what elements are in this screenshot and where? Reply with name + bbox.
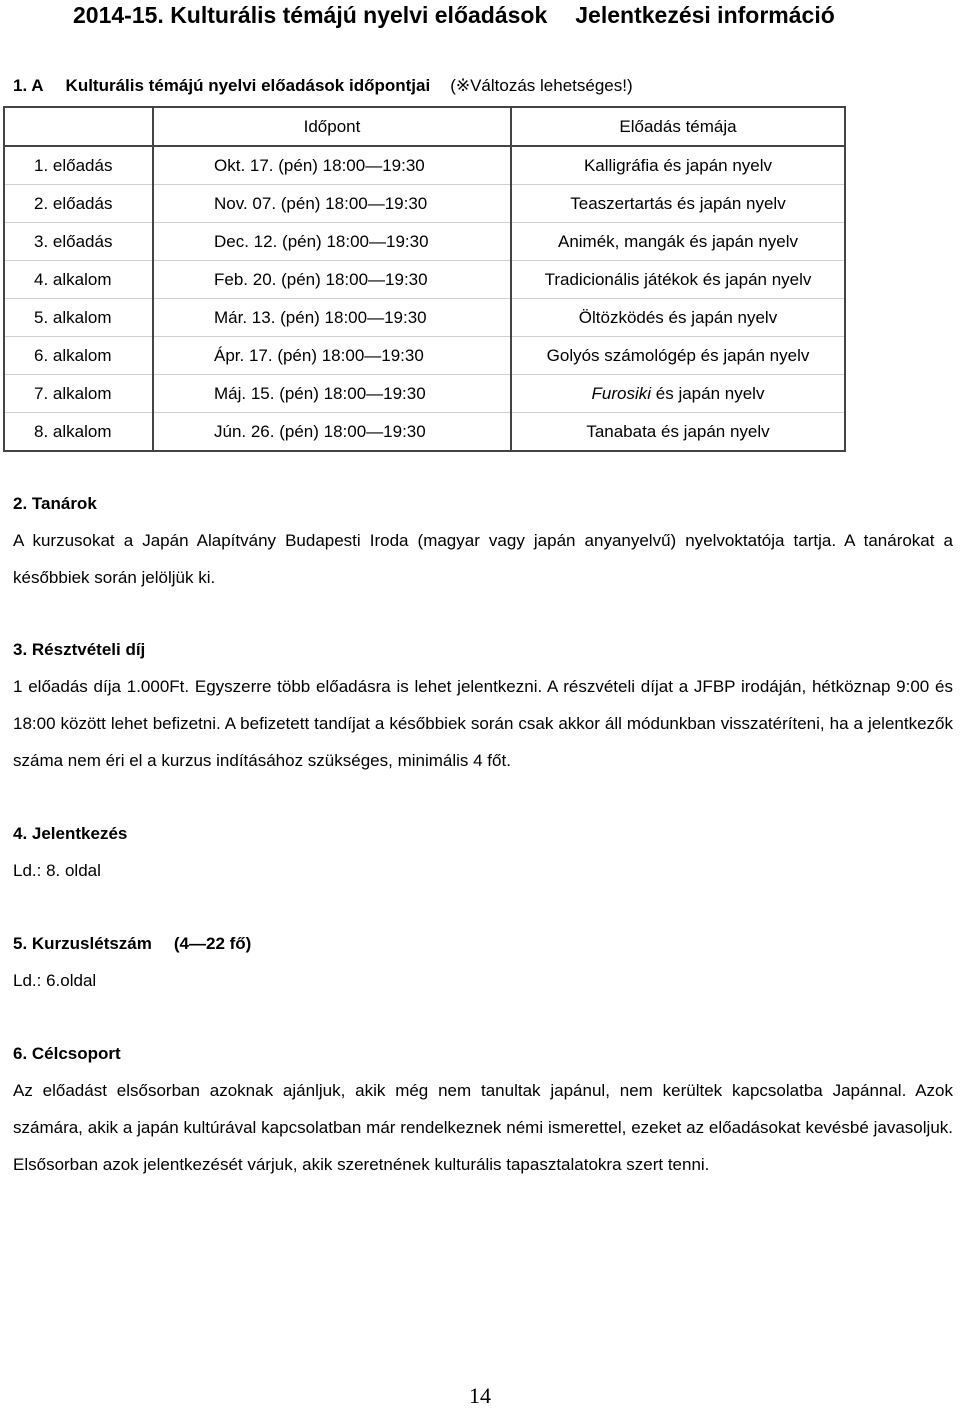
row-topic: Öltözködés és japán nyelv bbox=[511, 299, 845, 337]
row-date: Nov. 07. (pén) 18:00―19:30 bbox=[153, 185, 511, 223]
row-date: Már. 13. (pén) 18:00―19:30 bbox=[153, 299, 511, 337]
row-date: Máj. 15. (pén) 18:00―19:30 bbox=[153, 375, 511, 413]
section-5-body: Ld.: 6.oldal bbox=[13, 971, 97, 990]
row-topic: Tanabata és japán nyelv bbox=[511, 413, 845, 452]
section-2 bbox=[13, 486, 953, 596]
row-topic: Golyós számológép és japán nyelv bbox=[511, 337, 845, 375]
row-topic: Animék, mangák és japán nyelv bbox=[511, 223, 845, 261]
section-6-heading: 6. Célcsoport bbox=[13, 1044, 121, 1063]
title-right: Jelentkezési információ bbox=[575, 2, 835, 28]
row-topic-italic: Furosiki bbox=[591, 383, 652, 403]
section-2-body: A kurzusokat a Japán Alapítvány Budapesti Iroda (magyar vagy japán anyanyelvű) nyelvoktatója tartja. A tanárokat a későbbiek során jelöljük ki. bbox=[13, 531, 953, 587]
section-1-title: Kulturális témájú nyelvi előadások időpontjai bbox=[65, 76, 431, 95]
row-topic: Teaszertartás és japán nyelv bbox=[511, 185, 845, 223]
row-label: 2. előadás bbox=[4, 185, 153, 223]
row-label: 7. alkalom bbox=[4, 375, 153, 413]
row-date: Jún. 26. (pén) 18:00―19:30 bbox=[153, 413, 511, 452]
section-5-title: 5. Kurzuslétszám bbox=[13, 934, 152, 953]
section-3-body: 1 előadás díja 1.000Ft. Egyszerre több előadásra is lehet jelentkezni. A részvételi díjat a JFBP irodáján, hétköznap 9:00 és 18:00 között lehet befizetni. A befizetett tandíjat a későbbiek során csak akkor áll módunkban visszatéríteni, ha a jelentkezők száma nem éri el a kurzus indításához szükséges, minimális 4 főt. bbox=[13, 677, 953, 770]
row-label: 6. alkalom bbox=[4, 337, 153, 375]
row-label: 4. alkalom bbox=[4, 261, 153, 299]
section-3 bbox=[13, 632, 953, 779]
row-date: Feb. 20. (pén) 18:00―19:30 bbox=[153, 261, 511, 299]
section-4-body: Ld.: 8. oldal bbox=[13, 861, 101, 880]
row-date: Dec. 12. (pén) 18:00―19:30 bbox=[153, 223, 511, 261]
row-date: Okt. 17. (pén) 18:00―19:30 bbox=[153, 146, 511, 185]
table-header-row bbox=[4, 107, 845, 146]
section-5-heading bbox=[13, 926, 953, 962]
table-header-cell: Időpont bbox=[153, 107, 511, 146]
section-5 bbox=[13, 926, 953, 999]
table-row bbox=[4, 337, 845, 375]
schedule-table bbox=[3, 106, 846, 452]
section-6 bbox=[13, 1036, 953, 1183]
table-row bbox=[4, 299, 845, 337]
table-header-cell: Előadás témája bbox=[511, 107, 845, 146]
row-label: 3. előadás bbox=[4, 223, 153, 261]
section-6-body: Az előadást elsősorban azoknak ajánljuk, akik még nem tanultak japánul, nem kerültek kapcsolatba Japánnal. Azok számára, akik a japán kultúrával kapcsolatban már rendelkeznek némi ismerettel, ezeket az előadásokat kevésbé javasoljuk. Elsősorban azok jelentkezését várjuk, akik szeretnének kulturális tapasztalatokra szert tenni. bbox=[13, 1081, 953, 1174]
section-2-heading: 2. Tanárok bbox=[13, 494, 97, 513]
row-topic-rest: és japán nyelv bbox=[651, 383, 765, 403]
section-1-note: (※Változás lehetséges!) bbox=[450, 76, 633, 95]
table-row bbox=[4, 413, 845, 452]
section-4 bbox=[13, 816, 953, 889]
table-row bbox=[4, 185, 845, 223]
page-title bbox=[73, 0, 835, 30]
section-3-heading: 3. Résztvételi díj bbox=[13, 640, 146, 659]
table-header-cell bbox=[4, 107, 153, 146]
section-1-number: 1. A bbox=[13, 76, 44, 95]
section-4-heading: 4. Jelentkezés bbox=[13, 824, 128, 843]
title-main: 2014-15. Kulturális témájú nyelvi előadások bbox=[73, 2, 548, 28]
table-row bbox=[4, 223, 845, 261]
row-topic bbox=[511, 375, 845, 413]
table-row bbox=[4, 146, 845, 185]
row-date: Ápr. 17. (pén) 18:00―19:30 bbox=[153, 337, 511, 375]
row-topic: Kalligráfia és japán nyelv bbox=[511, 146, 845, 185]
row-label: 8. alkalom bbox=[4, 413, 153, 452]
row-label: 5. alkalom bbox=[4, 299, 153, 337]
row-label: 1. előadás bbox=[4, 146, 153, 185]
page-number: 14 bbox=[469, 1383, 491, 1408]
table-row bbox=[4, 375, 845, 413]
table-row bbox=[4, 261, 845, 299]
row-topic: Tradicionális játékok és japán nyelv bbox=[511, 261, 845, 299]
section-5-extra: (4―22 fő) bbox=[173, 934, 252, 953]
section-1-heading bbox=[13, 72, 633, 100]
